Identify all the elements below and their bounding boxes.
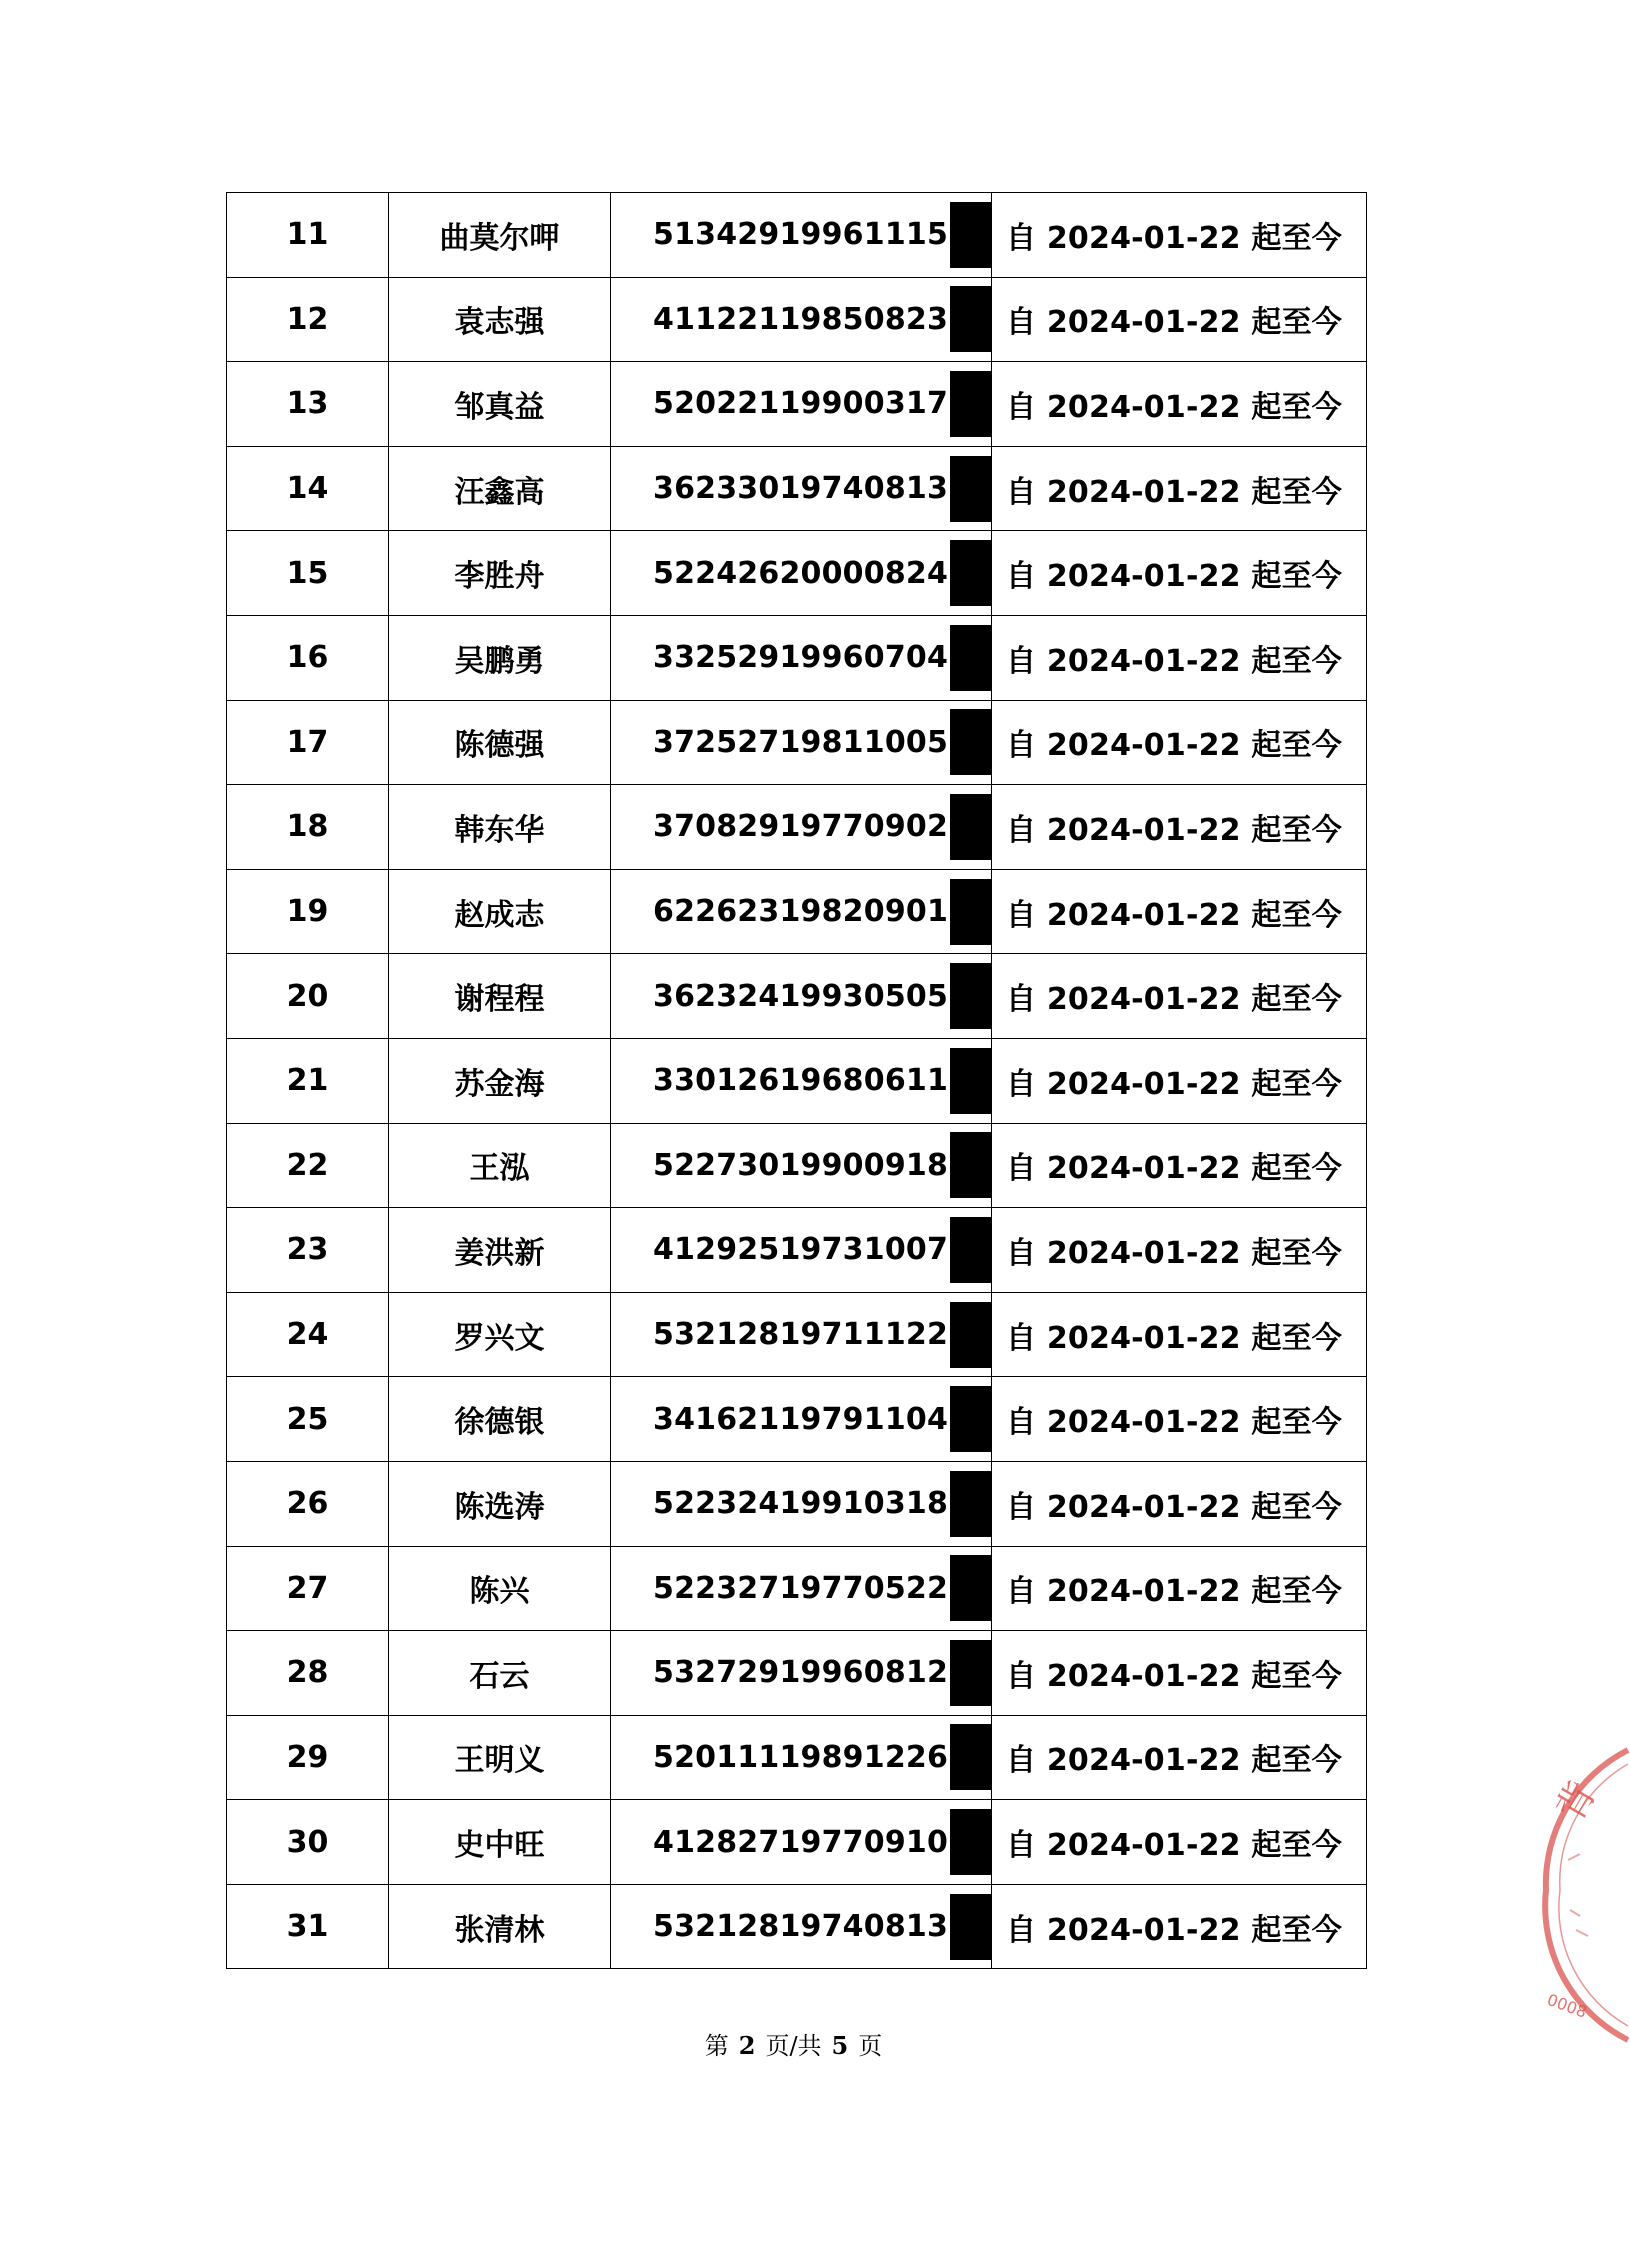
- redaction-block: [950, 1640, 991, 1706]
- redaction-block: [950, 963, 991, 1029]
- table-row: [227, 700, 1367, 785]
- redaction-block: [950, 625, 991, 691]
- cell-name: 赵成志: [389, 869, 611, 954]
- table-row: [227, 1292, 1367, 1377]
- cell-name: 石云: [389, 1631, 611, 1716]
- cell-period: [992, 362, 1367, 447]
- redaction-block: [950, 1471, 991, 1537]
- cell-period: [992, 277, 1367, 362]
- table-row: [227, 1123, 1367, 1208]
- cell-period: [992, 1123, 1367, 1208]
- cell-name: 姜洪新: [389, 1208, 611, 1293]
- cell-name: 王明义: [389, 1715, 611, 1800]
- cell-period: [992, 1884, 1367, 1969]
- id-number-wrap: [611, 1547, 991, 1630]
- cell-serial-number: 28: [227, 1631, 389, 1716]
- cell-serial-number: 29: [227, 1715, 389, 1800]
- period-text: 自 2024-01-22 起至今: [1006, 305, 1342, 341]
- seal-number-text: 0008: [1544, 1989, 1590, 2022]
- redaction-block: [950, 1809, 991, 1875]
- id-number-wrap: [611, 616, 991, 699]
- cell-id-number: [611, 1546, 992, 1631]
- id-number-text: 52022119900317: [653, 386, 949, 422]
- cell-period: [992, 1038, 1367, 1123]
- period-text: 自 2024-01-22 起至今: [1006, 1828, 1342, 1864]
- cell-period: [992, 869, 1367, 954]
- id-number-wrap: [611, 1039, 991, 1122]
- redaction-block: [950, 1302, 991, 1368]
- cell-id-number: [611, 1800, 992, 1885]
- cell-id-number: [611, 954, 992, 1039]
- cell-serial-number: 27: [227, 1546, 389, 1631]
- id-number-text: 41122119850823: [653, 301, 949, 337]
- cell-period: [992, 193, 1367, 278]
- period-text: 自 2024-01-22 起至今: [1006, 1489, 1342, 1525]
- cell-id-number: [611, 446, 992, 531]
- cell-serial-number: 18: [227, 785, 389, 870]
- cell-period: [992, 1800, 1367, 1885]
- period-text: 自 2024-01-22 起至今: [1006, 1066, 1342, 1102]
- id-number-text: 34162119791104: [653, 1401, 949, 1437]
- cell-id-number: [611, 615, 992, 700]
- id-number-wrap: [611, 955, 991, 1038]
- cell-serial-number: 24: [227, 1292, 389, 1377]
- id-number-wrap: [611, 193, 991, 276]
- table-row: [227, 1884, 1367, 1969]
- table-row: [227, 869, 1367, 954]
- table-row: [227, 1377, 1367, 1462]
- id-number-wrap: [611, 362, 991, 445]
- redaction-block: [950, 202, 991, 268]
- cell-period: [992, 954, 1367, 1039]
- cell-name: 徐德银: [389, 1377, 611, 1462]
- cell-name: 李胜舟: [389, 531, 611, 616]
- cell-name: 韩东华: [389, 785, 611, 870]
- cell-name: 陈选涛: [389, 1461, 611, 1546]
- id-number-text: 41292519731007: [653, 1232, 949, 1268]
- redaction-block: [950, 1724, 991, 1790]
- footer-prefix: 第: [704, 2032, 729, 2060]
- table-row: [227, 362, 1367, 447]
- redaction-block: [950, 540, 991, 606]
- id-number-text: 52232419910318: [653, 1486, 949, 1522]
- cell-name: 汪鑫高: [389, 446, 611, 531]
- period-text: 自 2024-01-22 起至今: [1006, 1743, 1342, 1779]
- redaction-block: [950, 1386, 991, 1452]
- id-number-text: 51342919961115: [653, 217, 949, 253]
- id-number-text: 33252919960704: [653, 640, 949, 676]
- cell-period: [992, 1208, 1367, 1293]
- id-number-wrap: [611, 1293, 991, 1376]
- cell-name: 史中旺: [389, 1800, 611, 1885]
- redaction-block: [950, 371, 991, 437]
- cell-id-number: [611, 277, 992, 362]
- period-text: 自 2024-01-22 起至今: [1006, 812, 1342, 848]
- cell-name: 谢程程: [389, 954, 611, 1039]
- id-number-text: 37082919770902: [653, 809, 949, 845]
- cell-serial-number: 14: [227, 446, 389, 531]
- period-text: 自 2024-01-22 起至今: [1006, 1405, 1342, 1441]
- footer-suffix: 页: [858, 2032, 883, 2060]
- id-number-wrap: [611, 1631, 991, 1714]
- id-number-wrap: [611, 1716, 991, 1799]
- cell-name: 陈兴: [389, 1546, 611, 1631]
- page-footer: [0, 2026, 1587, 2061]
- period-text: 自 2024-01-22 起至今: [1006, 1574, 1342, 1610]
- period-text: 自 2024-01-22 起至今: [1006, 1151, 1342, 1187]
- cell-id-number: [611, 700, 992, 785]
- table-row: [227, 446, 1367, 531]
- id-number-wrap: [611, 1885, 991, 1968]
- cell-serial-number: 20: [227, 954, 389, 1039]
- cell-period: [992, 1377, 1367, 1462]
- table-row: [227, 1631, 1367, 1716]
- id-number-text: 36233019740813: [653, 471, 949, 507]
- cell-serial-number: 31: [227, 1884, 389, 1969]
- footer-page-number: 2: [738, 2031, 756, 2060]
- table-row: [227, 1208, 1367, 1293]
- redaction-block: [950, 1555, 991, 1621]
- period-text: 自 2024-01-22 起至今: [1006, 559, 1342, 595]
- cell-serial-number: 17: [227, 700, 389, 785]
- cell-serial-number: 21: [227, 1038, 389, 1123]
- cell-id-number: [611, 869, 992, 954]
- id-number-text: 52011119891226: [653, 1739, 949, 1775]
- cell-name: 王泓: [389, 1123, 611, 1208]
- id-number-text: 53212819711122: [653, 1317, 949, 1353]
- cell-serial-number: 26: [227, 1461, 389, 1546]
- id-number-text: 52232719770522: [653, 1570, 949, 1606]
- id-number-wrap: [611, 532, 991, 615]
- period-text: 自 2024-01-22 起至今: [1006, 1658, 1342, 1694]
- id-number-text: 52242620000824: [653, 555, 949, 591]
- cell-serial-number: 11: [227, 193, 389, 278]
- redaction-block: [950, 879, 991, 945]
- redaction-block: [950, 1894, 991, 1960]
- id-number-wrap: [611, 447, 991, 530]
- redaction-block: [950, 794, 991, 860]
- cell-name: 袁志强: [389, 277, 611, 362]
- cell-period: [992, 1546, 1367, 1631]
- table-row: [227, 1800, 1367, 1885]
- id-number-wrap: [611, 870, 991, 953]
- table-row: [227, 1546, 1367, 1631]
- cell-id-number: [611, 1038, 992, 1123]
- cell-id-number: [611, 1631, 992, 1716]
- cell-period: [992, 700, 1367, 785]
- id-number-text: 52273019900918: [653, 1147, 949, 1183]
- cell-period: [992, 1631, 1367, 1716]
- official-seal-stamp: [1540, 1740, 1630, 2070]
- cell-period: [992, 1292, 1367, 1377]
- cell-serial-number: 15: [227, 531, 389, 616]
- cell-period: [992, 446, 1367, 531]
- cell-name: 陈德强: [389, 700, 611, 785]
- cell-name: 张清林: [389, 1884, 611, 1969]
- id-number-text: 53212819740813: [653, 1909, 949, 1945]
- period-text: 自 2024-01-22 起至今: [1006, 389, 1342, 425]
- period-text: 自 2024-01-22 起至今: [1006, 643, 1342, 679]
- redaction-block: [950, 1217, 991, 1283]
- cell-name: 罗兴文: [389, 1292, 611, 1377]
- redaction-block: [950, 286, 991, 352]
- footer-middle: 页/共: [765, 2032, 822, 2060]
- cell-id-number: [611, 1461, 992, 1546]
- id-number-text: 37252719811005: [653, 724, 949, 760]
- cell-serial-number: 25: [227, 1377, 389, 1462]
- footer-total-pages: 5: [831, 2031, 849, 2060]
- period-text: 自 2024-01-22 起至今: [1006, 1320, 1342, 1356]
- period-text: 自 2024-01-22 起至今: [1006, 1912, 1342, 1948]
- id-number-text: 53272919960812: [653, 1655, 949, 1691]
- table-row: [227, 954, 1367, 1039]
- cell-id-number: [611, 1208, 992, 1293]
- period-text: 自 2024-01-22 起至今: [1006, 1235, 1342, 1271]
- cell-name: 曲莫尔呷: [389, 193, 611, 278]
- roster-table: [226, 192, 1367, 1969]
- cell-id-number: [611, 531, 992, 616]
- cell-serial-number: 12: [227, 277, 389, 362]
- table-row: [227, 277, 1367, 362]
- seal-text-char: 背: [1547, 1773, 1605, 1829]
- cell-id-number: [611, 1292, 992, 1377]
- id-number-wrap: [611, 785, 991, 868]
- period-text: 自 2024-01-22 起至今: [1006, 982, 1342, 1018]
- table-row: [227, 615, 1367, 700]
- redaction-block: [950, 1048, 991, 1114]
- id-number-text: 62262319820901: [653, 894, 949, 930]
- id-number-wrap: [611, 1378, 991, 1461]
- table-row: [227, 1461, 1367, 1546]
- table-row: [227, 193, 1367, 278]
- id-number-wrap: [611, 701, 991, 784]
- id-number-text: 33012619680611: [653, 1063, 949, 1099]
- cell-name: 吴鹏勇: [389, 615, 611, 700]
- cell-period: [992, 1461, 1367, 1546]
- cell-period: [992, 1715, 1367, 1800]
- redaction-block: [950, 709, 991, 775]
- period-text: 自 2024-01-22 起至今: [1006, 728, 1342, 764]
- period-text: 自 2024-01-22 起至今: [1006, 474, 1342, 510]
- cell-name: 邹真益: [389, 362, 611, 447]
- period-text: 自 2024-01-22 起至今: [1006, 220, 1342, 256]
- redaction-block: [950, 456, 991, 522]
- id-number-wrap: [611, 1462, 991, 1545]
- table-row: [227, 1038, 1367, 1123]
- id-number-wrap: [611, 1124, 991, 1207]
- roster-table-body: [227, 193, 1367, 1969]
- cell-serial-number: 13: [227, 362, 389, 447]
- cell-name: 苏金海: [389, 1038, 611, 1123]
- table-row: [227, 1715, 1367, 1800]
- cell-id-number: [611, 1123, 992, 1208]
- cell-serial-number: 19: [227, 869, 389, 954]
- id-number-text: 36232419930505: [653, 978, 949, 1014]
- id-number-text: 41282719770910: [653, 1824, 949, 1860]
- cell-serial-number: 22: [227, 1123, 389, 1208]
- cell-serial-number: 23: [227, 1208, 389, 1293]
- cell-id-number: [611, 1377, 992, 1462]
- id-number-wrap: [611, 1801, 991, 1884]
- redaction-block: [950, 1132, 991, 1198]
- cell-serial-number: 16: [227, 615, 389, 700]
- id-number-wrap: [611, 1208, 991, 1291]
- cell-period: [992, 785, 1367, 870]
- table-row: [227, 531, 1367, 616]
- cell-id-number: [611, 785, 992, 870]
- cell-serial-number: 30: [227, 1800, 389, 1885]
- cell-id-number: [611, 1715, 992, 1800]
- table-row: [227, 785, 1367, 870]
- cell-period: [992, 531, 1367, 616]
- cell-id-number: [611, 193, 992, 278]
- id-number-wrap: [611, 278, 991, 361]
- period-text: 自 2024-01-22 起至今: [1006, 897, 1342, 933]
- cell-id-number: [611, 362, 992, 447]
- cell-id-number: [611, 1884, 992, 1969]
- cell-period: [992, 615, 1367, 700]
